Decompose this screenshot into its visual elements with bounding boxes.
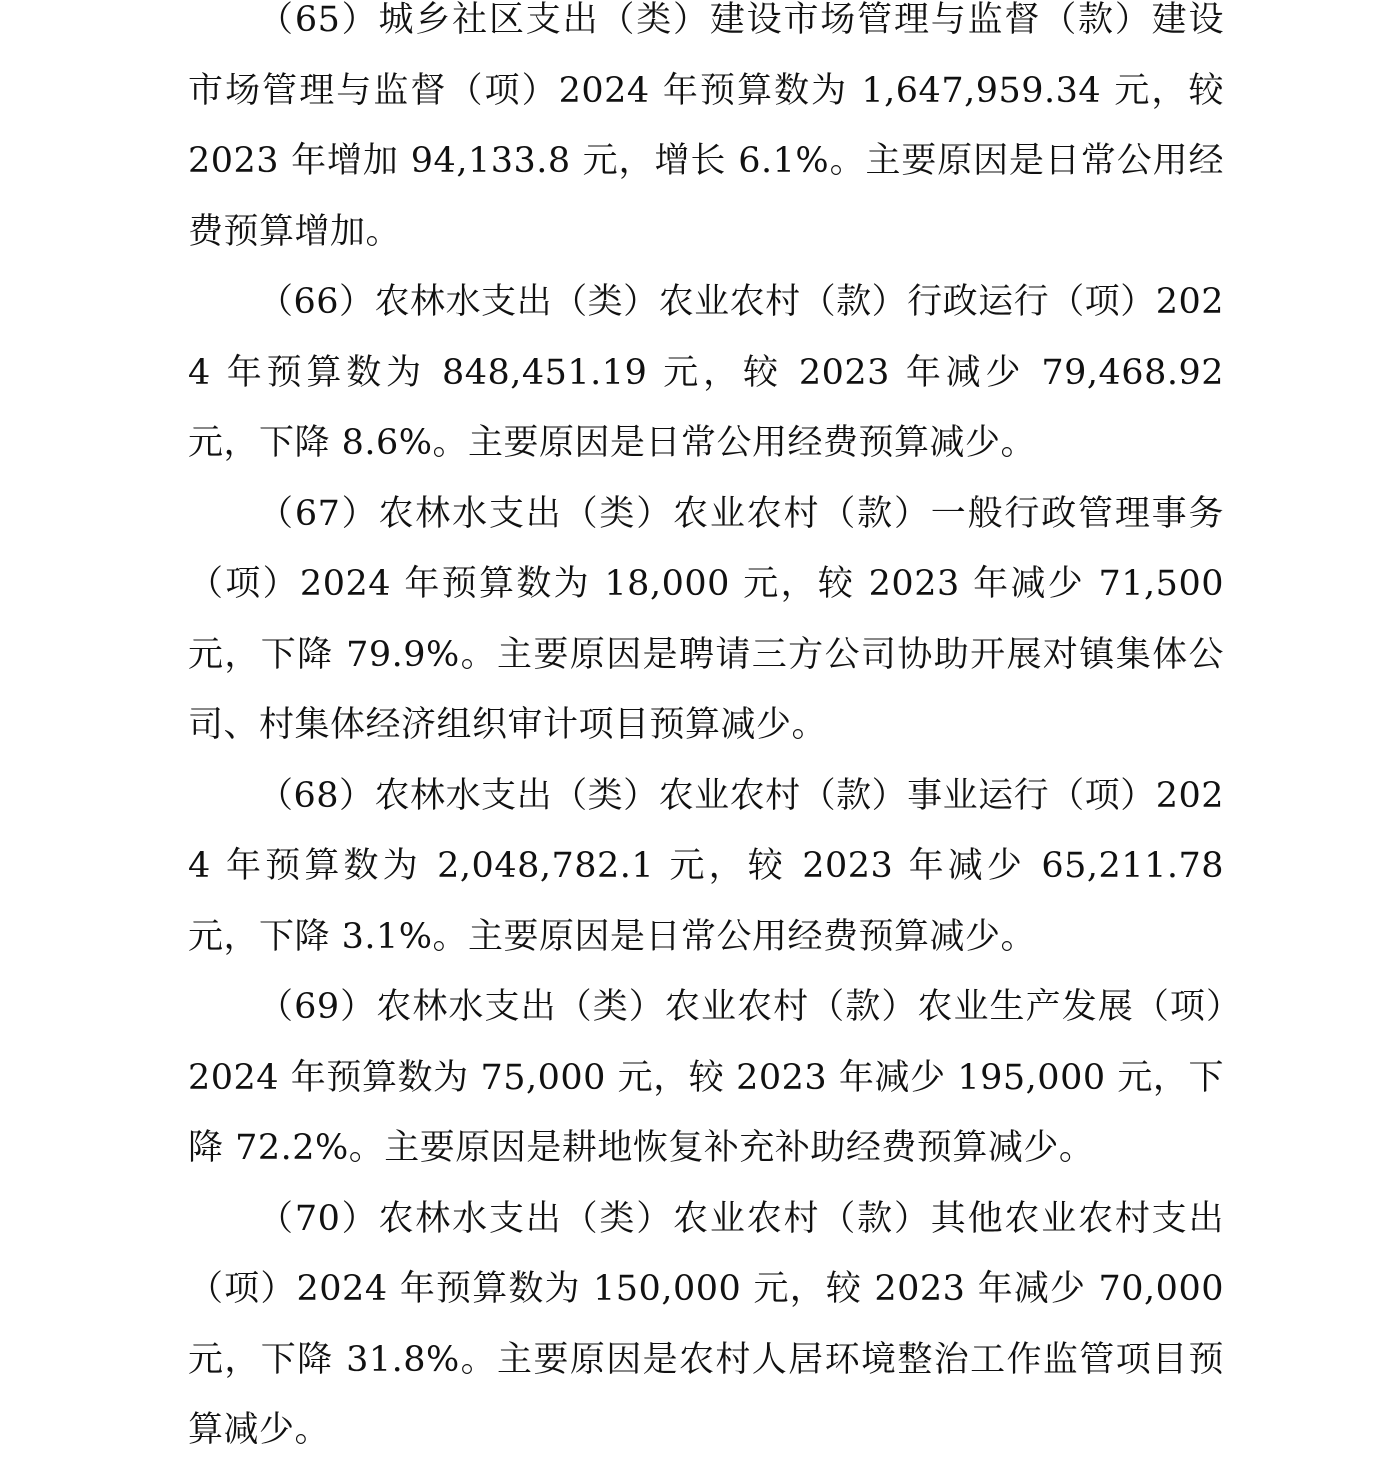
paragraph-68: （68）农林水支出（类）农业农村（款）事业运行（项）2024 年预算数为 2,048,782.1 元，较 2023 年减少 65,211.78 元，下降 3.1%。主要原因是日常公用经费预算减少。 — [188, 775, 1224, 957]
paragraph-70: （70）农林水支出（类）农业农村（款）其他农业农村支出（项）2024 年预算数为 150,000 元，较 2023 年减少 70,000 元，下降 31.8%。主要原因是农村人居环境整治工作监管项目预算减少。 — [188, 1198, 1224, 1450]
document-body — [188, 0, 1224, 1466]
paragraph-69: （69）农林水支出（类）农业农村（款）农业生产发展（项）2024 年预算数为 75,000 元，较 2023 年减少 195,000 元，下降 72.2%。主要原因是耕地恢复补充补助经费预算减少。 — [188, 987, 1224, 1168]
paragraph-66: （66）农林水支出（类）农业农村（款）行政运行（项）2024 年预算数为 848,451.19 元，较 2023 年减少 79,468.92 元，下降 8.6%。主要原因是日常公用经费预算减少。 — [188, 282, 1224, 463]
paragraph-67: （67）农林水支出（类）农业农村（款）一般行政管理事务（项）2024 年预算数为 18,000 元，较 2023 年减少 71,500 元，下降 79.9%。主要原因是聘请三方公司协助开展对镇集体公司、村集体经济组织审计项目预算减少。 — [188, 493, 1224, 745]
paragraph-65: （65）城乡社区支出（类）建设市场管理与监督（款）建设市场管理与监督（项）2024 年预算数为 1,647,959.34 元，较 2023 年增加 94,133.8 元，增长 6.1%。主要原因是日常公用经费预算增加。 — [188, 0, 1224, 252]
